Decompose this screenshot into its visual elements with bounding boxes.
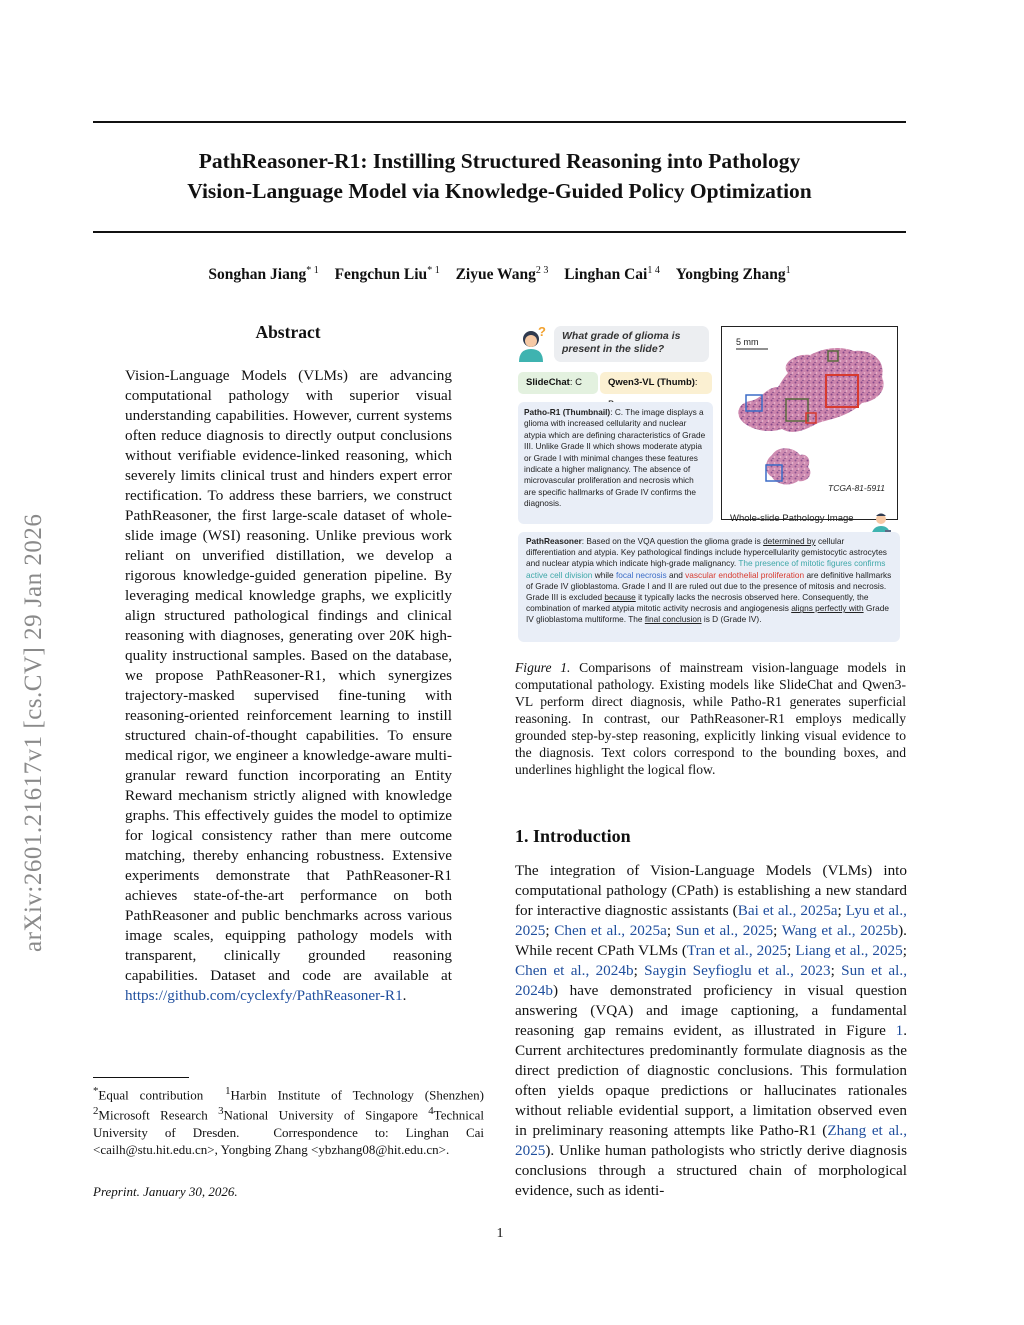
citation[interactable]: Sun et al., 2025 — [675, 922, 774, 939]
qwen-answer: Qwen3-VL (Thumb): — [600, 372, 712, 394]
patho-r1-answer: Patho-R1 (Thumbnail): C. The image displays a glioma with increased cellularity and nuclear atypia which are defining characteristics of Grade III. Unlike Grade II which shows moderate atypia or Grade I with minimal changes these features indicate a higher malignancy. The absence of microvascular proliferation and necrosis which are specific hallmarks of Grade IV confirms the diagnosis. — [518, 402, 713, 524]
scale-bar-label: 5 mm — [736, 337, 759, 347]
question-bubble: What grade of glioma is present in the slide? — [554, 326, 709, 362]
footnote-rule — [93, 1077, 189, 1078]
code-link[interactable]: https://github.com/cyclexfy/PathReasoner-R1 — [125, 987, 403, 1004]
citation[interactable]: Sun et al., 2024b — [515, 962, 907, 999]
citation[interactable]: Wang et al., 2025b — [781, 922, 899, 939]
citation[interactable]: Chen et al., 2025a — [554, 922, 667, 939]
slide-id: TCGA-81-5911 — [828, 483, 886, 493]
figure-caption: Figure 1. Comparisons of mainstream vision-language models in computational pathology. Existing models like SlideChat and Qwen3-VL perform direct diagnosis, while Patho-R1 generates superficial reasoning. In contrast, our PathReasoner-R1 employs medically grounded step-by-step reasoning, explicitly linking visual evidence to the diagnosis. Text colors correspond to the bounding boxes, and underlines highlight the logical flow. — [515, 660, 906, 777]
page-number: 1 — [496, 1226, 504, 1241]
whole-slide-image — [721, 326, 898, 520]
author: Songhan Jiang$^{* 1}$ — [208, 265, 319, 284]
citation[interactable]: Bai et al., 2025a — [737, 902, 838, 919]
title-rule-top — [93, 121, 906, 123]
paper-title — [93, 146, 906, 206]
title-line-1: PathReasoner-R1: Instilling Structured Reasoning into Pathology — [198, 149, 801, 173]
slide-caption: Whole-slide Pathology Image — [730, 513, 854, 524]
citation[interactable]: Liang et al., 2025 — [795, 942, 903, 959]
figure-reference[interactable]: 1 — [895, 1022, 904, 1039]
abstract-body: Vision-Language Models (VLMs) are advancing computational pathology with superior visual understanding capabilities. However, current systems often reduce diagnosis to directly output conclusions without verifiable evidence-linked reasoning, which severely limits clinical trust and hinders expert error rectification. To address these barriers, we construct PathReasoner, the first large-scale dataset of whole-slide image (WSI) reasoning. Unlike previous work reliant on unverified distillation, we develop a rigorous knowledge-guided generation pipeline. By leveraging medical knowledge graphs, we explicitly align structured pathological findings and clinical reasoning with diagnoses, generating over 20K high-quality instructional samples. Based on the database, we propose PathReasoner-R1, which synergizes trajectory-masked supervised fine-tuning with reasoning-oriented reinforcement learning to instill structured chain-of-thought capabilities. To ensure medical rigor, we engineer a knowledge-aware multi-granular reward function incorporating an Entity Reward mechanism strictly aligned with knowledge graphs. This effectively guides the model to optimize for logical consistency rather than mere outcome matching, thereby enhancing robustness. Extensive experiments demonstrate that PathReasoner-R1 achieves state-of-the-art performance on both PathReasoner and public benchmarks across various image scales, equipping pathology models with transparent, clinically grounded reasoning capabilities. Dataset and code are available at https://github.com/cyclexfy/PathReasoner-R1. — [125, 367, 452, 1004]
introduction-body: The integration of Vision-Language Models (VLMs) into computational pathology (CPath) is establishing a new standard for interactive diagnostic assistants (Bai et al., 2025a; Lyu et al., 2025; Chen et al., 2025a; Sun et al., 2025; Wang et al., 2025b). While recent CPath VLMs (Tran et al., 2025; Liang et al., 2025; Chen et al., 2024b; Saygin Seyfioglu et al., 2023; Sun et al., 2024b) have demonstrated proficiency in visual question answering (VQA) and image captioning, a fundamental reasoning gap remains evident, as illustrated in Figure 1. Current architectures predominantly formulate diagnosis as the direct prediction of diagnostic conclusions. This formulation often yields opaque predictions or hallucinates rationales without reliable evidential support, a limitation observed even in preliminary reasoning attempts like Patho-R1 (Zhang et al., 2025). Unlike human pathologists who strictly derive diagnosis conclusions through a structured chain of morphological evidence, such as identi- — [515, 862, 907, 1199]
figure-1 — [512, 322, 904, 644]
title-line-2: Vision-Language Model via Knowledge-Guided Policy Optimization — [187, 179, 812, 203]
arxiv-identifier: arXiv:2601.21617v1 [cs.CV] 29 Jan 2026 — [20, 513, 47, 952]
citation[interactable]: Lyu et al., 2025 — [515, 902, 907, 939]
title-rule-bottom — [93, 231, 906, 233]
citation[interactable]: Saygin Seyfioglu et al., 2023 — [644, 962, 831, 979]
author: Yongbing Zhang$^1$ — [675, 265, 791, 284]
author: Ziyue Wang$^{2 3}$ — [455, 265, 549, 284]
citation[interactable]: Tran et al., 2025 — [686, 942, 788, 959]
section-heading-introduction: 1. Introduction — [515, 826, 631, 846]
citation[interactable]: Zhang et al., 2025 — [515, 1122, 907, 1159]
author-list — [93, 265, 906, 284]
footnote: *Equal contribution $^1$Harbin Institute of Technology (Shenzhen) $^2$Microsoft Research $^3$National University of Singapore $^4$Technical University of Dresden. Correspondence to: Linghan Cai <cailh@stu.hit.edu.cn>, Yongbing Zhang <ybzhang08@hit.edu.cn>. — [93, 1085, 485, 1157]
preprint-note: Preprint. January 30, 2026. — [93, 1184, 238, 1199]
pathreasoner-answer: PathReasoner: Based on the VQA question the glioma grade is determined by cellular differentiation and atypia. Key pathological findings include hypercellularity gemistocytic astrocytes and nuclear atypia which indicate high-grade malignancy. The presence of mitotic figures confirms active cell division while focal necrosis and vascular endothelial proliferation are definitive hallmarks of Grade IV glioblastoma. Grade I and II are ruled out due to the presence of mitosis and necrosis. Grade III is excluded because it typically lacks the necrosis observed here. Consequently, the combination of marked atypia mitotic activity necrosis and angiogenesis aligns perfectly with Grade IV glioblastoma multiforme. The final conclusion is D (Grade IV). — [518, 532, 900, 642]
abstract-heading: Abstract — [255, 322, 321, 342]
tissue-image — [722, 327, 896, 518]
author: Linghan Cai$^{1 4}$ — [564, 265, 660, 284]
citation[interactable]: Chen et al., 2024b — [515, 962, 634, 979]
question-mark-icon: ? — [538, 324, 546, 339]
slidechat-answer: SlideChat: C — [518, 372, 598, 394]
author: Fengchun Liu$^{* 1}$ — [334, 265, 440, 284]
